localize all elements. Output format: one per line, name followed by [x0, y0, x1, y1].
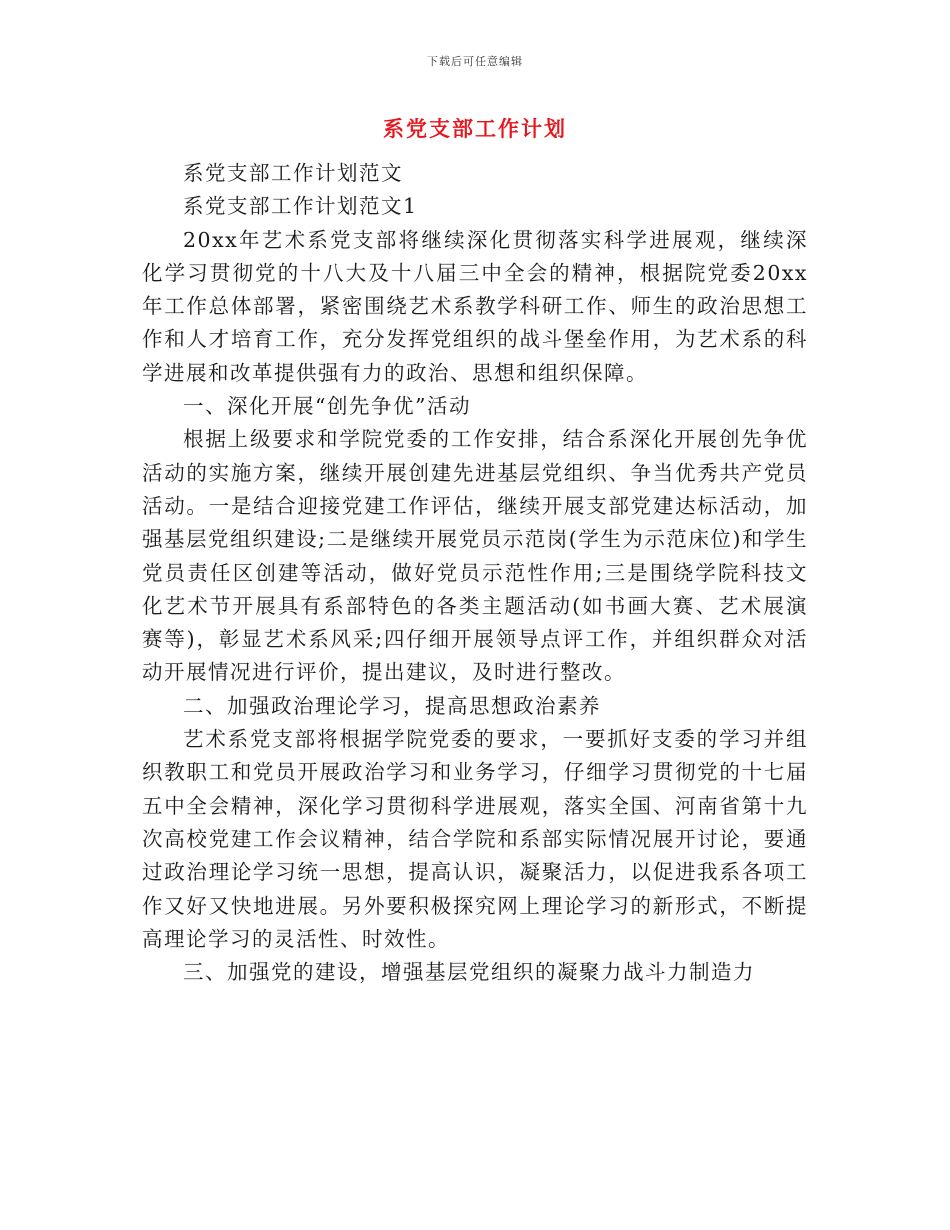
paragraph-section-1: 根据上级要求和学院党委的工作安排，结合系深化开展创先争优活动的实施方案，继续开展创建先进基层党组织、争当优秀共产党员活动。一是结合迎接党建工作评估，继续开展支部党建达标活动，加强基层党组织建设;二是继续开展党员示范岗(学生为示范床位)和学生党员责任区创建等活动，做好党员示范性作用;三是围绕学院科技文化艺术节开展具有系部特色的各类主题活动(如书画大赛、艺术展演赛等)，彰显艺术系风采;四仔细开展领导点评工作，并组织群众对活动开展情况进行评价，提出建议，及时进行整改。 [142, 427, 808, 685]
section-heading-3: 三、加强党的建设，增强基层党组织的凝聚力战斗力制造力 [183, 960, 755, 985]
paragraph-subtitle-1: 系党支部工作计划范文1 [183, 194, 418, 219]
document-body [142, 157, 808, 989]
paragraph-intro: 20xx年艺术系党支部将继续深化贯彻落实科学进展观，继续深化学习贯彻党的十八大及十八届三中全会的精神，根据院党委20xx年工作总体部署，紧密围绕艺术系教学科研工作、师生的政治思想工作和人才培育工作，充分发挥党组织的战斗堡垒作用，为艺术系的科学进展和改革提供强有力的政治、思想和组织保障。 [142, 227, 808, 385]
document-title: 系党支部工作计划 [383, 117, 567, 141]
paragraph-section-2: 艺术系党支部将根据学院党委的要求，一要抓好支委的学习并组织教职工和党员开展政治学习和业务学习，仔细学习贯彻党的十七届五中全会精神，深化学习贯彻科学进展观，落实全国、河南省第十九次高校党建工作会议精神，结合学院和系部实际情况展开讨论，要通过政治理论学习统一思想，提高认识，凝聚活力，以促进我系各项工作又好又快地进展。另外要积极探究网上理论学习的新形式，不断提高理论学习的灵活性、时效性。 [142, 727, 808, 951]
paragraph-subtitle: 系党支部工作计划范文 [183, 161, 403, 185]
section-heading-1: 一、深化开展“创先争优”活动 [183, 394, 471, 419]
section-heading-2: 二、加强政治理论学习，提高思想政治素养 [183, 693, 601, 718]
header-note: 下载后可任意编辑 [427, 55, 523, 68]
